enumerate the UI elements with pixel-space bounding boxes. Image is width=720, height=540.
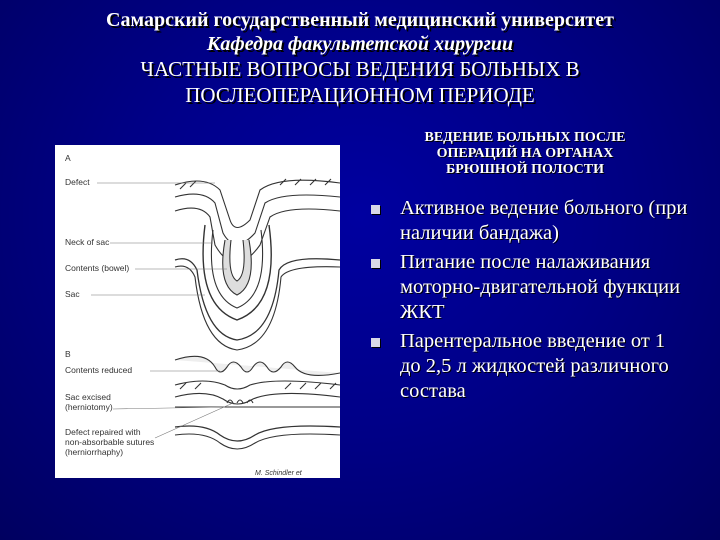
department-name: Кафедра факультетской хирургии	[206, 33, 514, 55]
bullet-text: Парентеральное введение от 1 до 2,5 л жидкостей различного состава	[400, 330, 669, 402]
panel-a-label: A	[65, 153, 71, 163]
university-name: Самарский государственный медицинский университет	[106, 9, 614, 31]
section-subheading	[380, 130, 670, 178]
subheading-line-1: ВЕДЕНИЕ БОЛЬНЫХ ПОСЛЕ	[424, 130, 626, 145]
panel-b-label: B	[65, 349, 71, 359]
bullet-text: Активное ведение больного (при наличии бандажа)	[400, 197, 688, 244]
figure-credit: M. Schindler et	[255, 470, 302, 477]
square-bullet-icon	[371, 338, 380, 347]
label-sutures: non-absorbable sutures	[65, 437, 155, 447]
label-contents-reduced: Contents reduced	[65, 365, 133, 375]
label-contents-bowel: Contents (bowel)	[65, 263, 130, 273]
title-line-2: ПОСЛЕОПЕРАЦИОННОМ ПЕРИОДЕ	[185, 83, 535, 107]
label-defect: Defect	[65, 177, 90, 187]
panel-b-drawing	[175, 356, 340, 449]
label-herniorrhaphy: (herniorrhaphy)	[65, 447, 124, 457]
slide-title	[0, 8, 720, 108]
panel-a-leaders	[91, 183, 227, 295]
label-neck-of-sac: Neck of sac	[65, 237, 110, 247]
subheading-line-3: БРЮШНОЙ ПОЛОСТИ	[445, 162, 605, 177]
label-defect-repaired: Defect repaired with	[65, 427, 141, 437]
label-sac: Sac	[65, 289, 80, 299]
panel-a-drawing	[175, 179, 340, 350]
square-bullet-icon	[371, 205, 380, 214]
bullet-list	[368, 196, 688, 408]
label-sac-excised: Sac excised	[65, 392, 111, 402]
bullet-item	[368, 250, 688, 325]
hernia-diagram	[55, 145, 340, 478]
subheading-line-2: ОПЕРАЦИЙ НА ОРГАНАХ	[436, 146, 614, 161]
title-line-1: ЧАСТНЫЕ ВОПРОСЫ ВЕДЕНИЯ БОЛЬНЫХ В	[140, 57, 580, 81]
bullet-item	[368, 329, 688, 404]
bullet-item	[368, 196, 688, 246]
hernia-diagram-svg	[55, 145, 340, 478]
label-herniotomy: (herniotomy)	[65, 402, 113, 412]
square-bullet-icon	[371, 259, 380, 268]
bullet-text: Питание после налаживания моторно-двигательной функции ЖКТ	[400, 251, 681, 323]
